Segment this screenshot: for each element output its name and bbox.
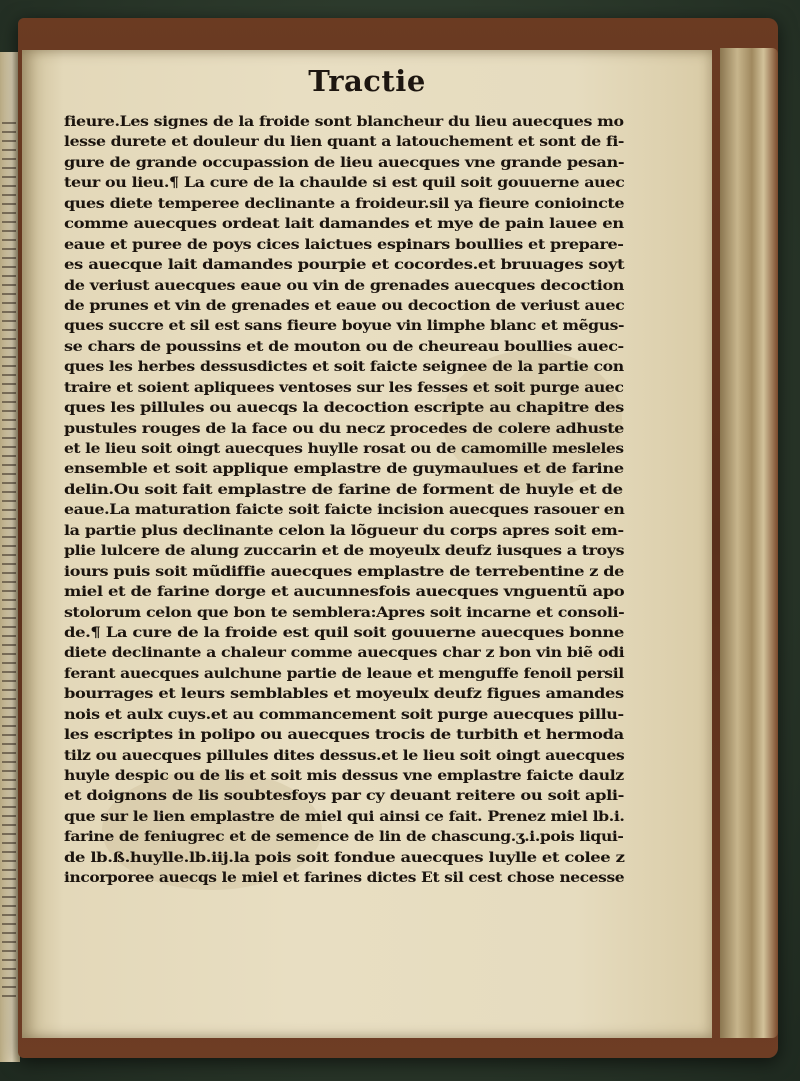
body-text xyxy=(64,112,624,889)
text-line: stolorum celon que bon te semblera:Apres soit incarne et consoli- xyxy=(64,604,625,621)
text-line: delin.Ou soit fait emplastre de farine de forment de huyle et de xyxy=(64,481,623,498)
running-head: Tractie xyxy=(308,64,426,98)
manuscript-page xyxy=(22,50,712,1038)
text-line: et le lieu soit oingt auecques huylle rosat ou de camomille mesleles xyxy=(64,441,624,457)
text-line: nois et aulx cuys.et au commancement soit purge auecques pillu- xyxy=(64,706,624,723)
left-page-text-fragment xyxy=(2,122,16,1002)
text-line: eaue.La maturation faicte soit faicte incision auecques rasouer en xyxy=(64,502,625,519)
text-line: les escriptes in polipo ou auecques trocis de turbith et hermoda xyxy=(64,727,624,744)
text-line: bourrages et leurs semblables et moyeulx deufz figues amandes xyxy=(64,686,624,703)
text-line: plie lulcere de alung zuccarin et de moyeulx deufz iusques a troys xyxy=(64,543,625,560)
text-line: la partie plus declinante celon la lõgueur du corps apres soit em- xyxy=(64,522,624,539)
text-line: se chars de poussins et de mouton ou de cheureau boullies auec- xyxy=(64,338,624,355)
text-line: de veriust auecques eaue ou vin de grenades auecques decoction xyxy=(64,277,625,294)
text-line: gure de grande occupassion de lieu auecques vne grande pesan- xyxy=(64,154,625,171)
text-line: de lb.ß.huylle.lb.iij.la pois soit fondue auecques luylle et colee z xyxy=(64,849,625,866)
text-line: huyle despic ou de lis et soit mis dessus vne emplastre faicte daulz xyxy=(64,768,624,784)
page-edges xyxy=(720,48,778,1038)
text-line: es auecque lait damandes pourpie et cocordes.et bruuages soyt xyxy=(64,257,625,274)
text-line: et doignons de lis soubtesfoys par cy deuant reitere ou soit apli- xyxy=(64,788,625,805)
text-line: ques les pillules ou auecqs la decoction escripte au chapitre des xyxy=(64,400,624,417)
text-line: tilz ou auecques pillules dites dessus.et le lieu soit oingt auecques xyxy=(64,747,625,764)
text-line: comme auecques ordeat lait damandes et mye de pain lauee en xyxy=(64,216,624,233)
text-line: ensemble et soit applique emplastre de guymaulues et de farine xyxy=(64,461,624,478)
text-line: incorporee auecqs le miel et farines dictes Et sil cest chose necesse xyxy=(64,870,625,887)
text-line: de.¶ La cure de la froide est quil soit gouuerne auecques bonne xyxy=(64,624,624,641)
text-line: diete declinante a chaleur comme auecques char z bon vin biẽ odi xyxy=(64,645,625,662)
text-line: ques succre et sil est sans fieure boyue vin limphe blanc et mẽgus- xyxy=(64,318,625,335)
left-facing-page-edge xyxy=(0,52,20,1062)
text-line: teur ou lieu.¶ La cure de la chaulde si est quil soit gouuerne auec xyxy=(64,175,625,192)
text-line: miel et de farine dorge et aucunnesfois auecques vnguentũ apo xyxy=(64,584,625,601)
text-line: eaue et puree de poys cices laictues espinars boullies et prepare- xyxy=(64,236,624,253)
text-line: traire et soient apliquees ventoses sur les fesses et soit purge auec xyxy=(64,379,624,396)
text-line: ques les herbes dessusdictes et soit faicte seignee de la partie con xyxy=(64,359,624,376)
text-line: pustules rouges de la face ou du necz procedes de colere adhuste xyxy=(64,420,624,437)
text-line: que sur le lien emplastre de miel qui ainsi ce fait. Prenez miel lb.i. xyxy=(64,808,625,825)
text-line: lesse durete et douleur du lien quant a latouchement et sont de fi- xyxy=(64,134,625,151)
text-line: ferant auecques aulchune partie de leaue et menguffe fenoil persil xyxy=(64,665,624,682)
text-line: farine de feniugrec et de semence de lin de chascung.ʒ.i.pois liqui- xyxy=(64,829,624,846)
text-line: fieure.Les signes de la froide sont blancheur du lieu auecques mo xyxy=(64,114,624,130)
text-line: iours puis soit mũdiffie auecques emplastre de terrebentine z de xyxy=(64,563,624,580)
text-line: ques diete temperee declinante a froideur.sil ya fieure conioincte xyxy=(64,195,625,212)
text-line: de prunes et vin de grenades et eaue ou decoction de veriust auec xyxy=(64,297,625,314)
